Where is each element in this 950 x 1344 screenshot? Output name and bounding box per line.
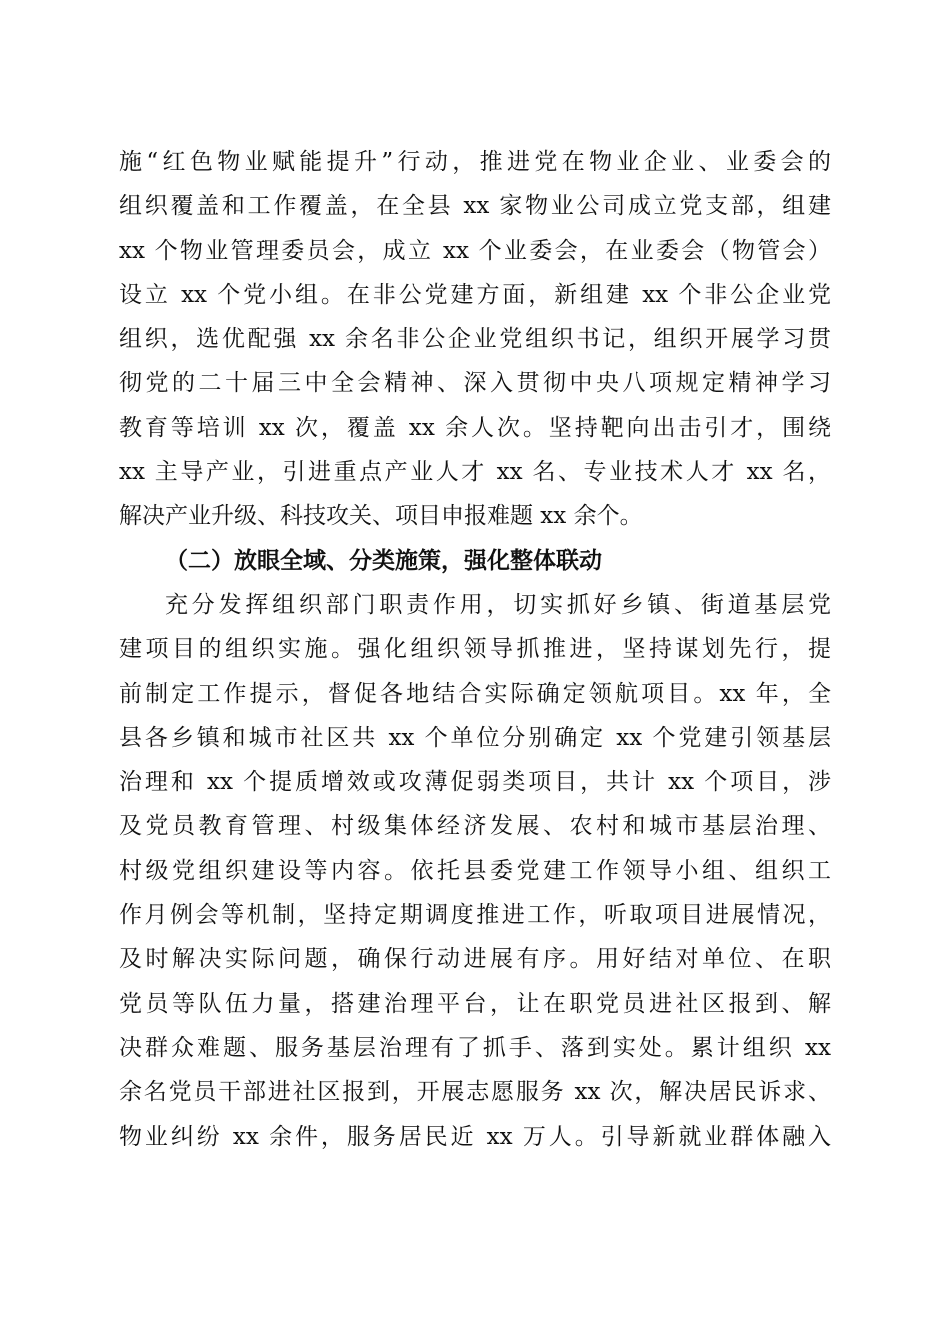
text-line: 教育等培训 xx 次，覆盖 xx 余人次。坚持靶向出击引才，围绕: [119, 414, 831, 441]
text-line: 设立 xx 个党小组。在非公党建方面，新组建 xx 个非公企业党: [119, 281, 831, 308]
text-line: 治理和 xx 个提质增效或攻薄促弱类项目，共计 xx 个项目，涉: [119, 769, 831, 796]
text-line: xx 个物业管理委员会，成立 xx 个业委会，在业委会（物管会）: [119, 237, 831, 264]
text-line: 解决产业升级、科技攻关、项目申报难题 xx 余个。: [119, 503, 643, 530]
document-body: [119, 140, 831, 1159]
text-line: 村级党组织建设等内容。依托县委党建工作领导小组、组织工: [119, 857, 831, 884]
text-line: 物业纠纷 xx 余件，服务居民近 xx 万人。引导新就业群体融入: [119, 1123, 831, 1150]
section-heading: （二）放眼全域、分类施策，强化整体联动: [165, 547, 602, 574]
text-line: 建项目的组织实施。强化组织领导抓推进，坚持谋划先行，提: [119, 636, 831, 663]
text-line: 及党员教育管理、村级集体经济发展、农村和城市基层治理、: [119, 813, 831, 840]
text-line: 党员等队伍力量，搭建治理平台，让在职党员进社区报到、解: [119, 990, 831, 1017]
text-line: 决群众难题、服务基层治理有了抓手、落到实处。累计组织 xx: [119, 1034, 831, 1061]
text-line: 组织覆盖和工作覆盖，在全县 xx 家物业公司成立党支部，组建: [119, 193, 831, 220]
text-line: 前制定工作提示，督促各地结合实际确定领航项目。xx 年，全: [119, 680, 831, 707]
text-line: xx 主导产业，引进重点产业人才 xx 名、专业技术人才 xx 名，: [119, 459, 831, 486]
text-line: 组织，选优配强 xx 余名非公企业党组织书记，组织开展学习贯: [119, 326, 831, 353]
text-line: 彻党的二十届三中全会精神、深入贯彻中央八项规定精神学习: [119, 370, 831, 397]
text-line: 余名党员干部进社区报到，开展志愿服务 xx 次，解决居民诉求、: [119, 1079, 831, 1106]
text-line: 作月例会等机制，坚持定期调度推进工作，听取项目进展情况，: [119, 902, 831, 929]
text-line: 及时解决实际问题，确保行动进展有序。用好结对单位、在职: [119, 946, 831, 973]
text-line: 施“红色物业赋能提升”行动，推进党在物业企业、业委会的: [119, 149, 831, 175]
text-line: 县各乡镇和城市社区共 xx 个单位分别确定 xx 个党建引领基层: [119, 724, 831, 751]
text-line: 充分发挥组织部门职责作用，切实抓好乡镇、街道基层党: [165, 591, 831, 618]
